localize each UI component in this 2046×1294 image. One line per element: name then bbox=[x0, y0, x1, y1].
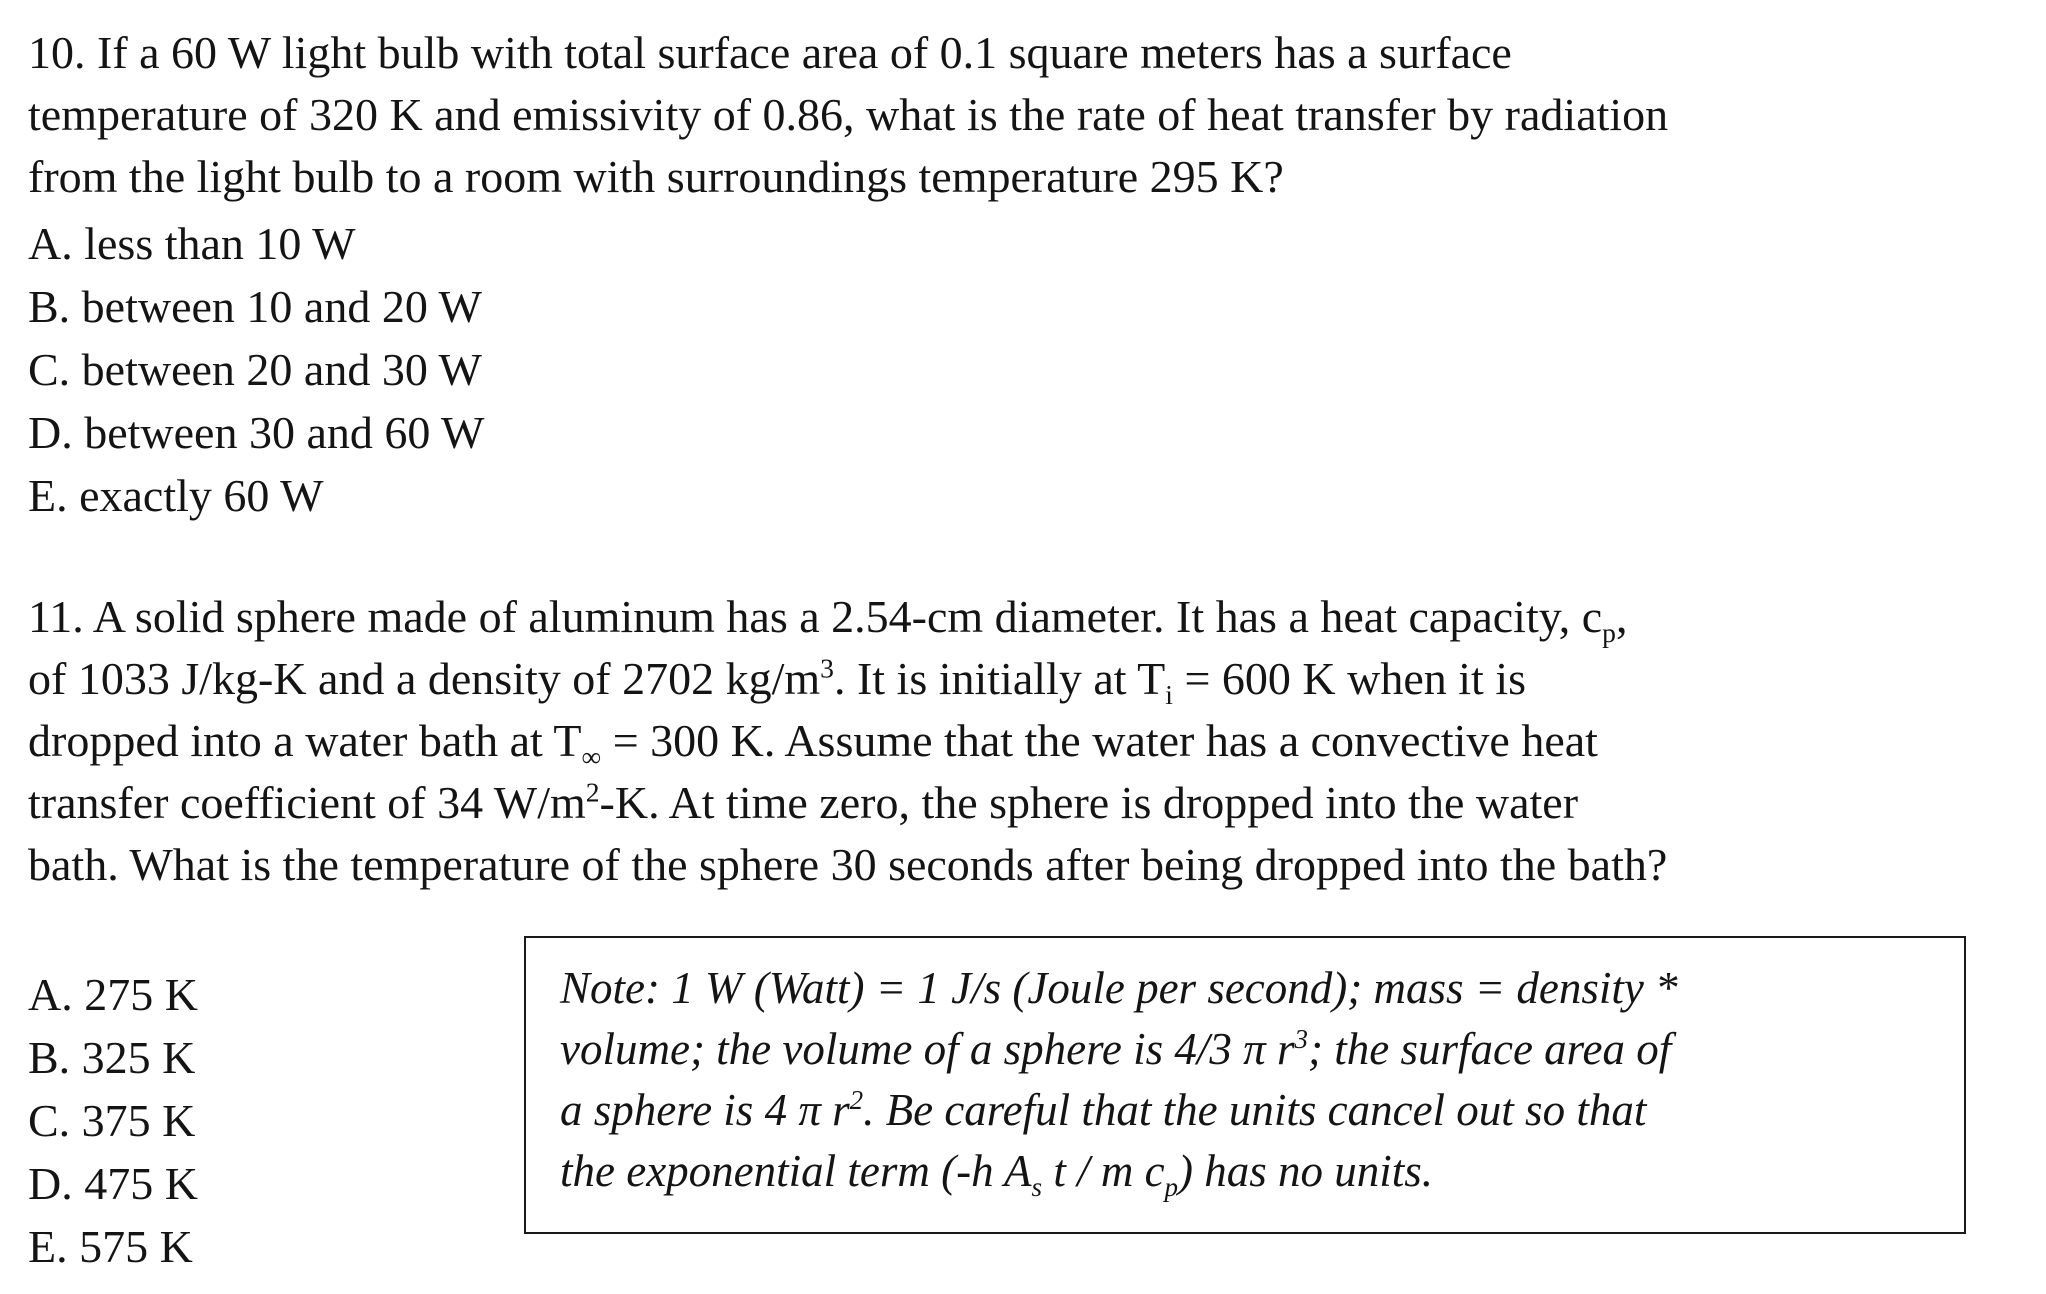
q11-l2-b: . It is initially at T bbox=[833, 653, 1166, 704]
note-l4-sub2: p bbox=[1164, 1172, 1179, 1202]
question-10-choices bbox=[28, 212, 484, 527]
question-11-stem bbox=[28, 586, 2018, 896]
note-l4-c: ) has no units. bbox=[1178, 1146, 1434, 1196]
q11-l2-c: = 600 K when it is bbox=[1172, 653, 1526, 704]
note-l4-sub1: s bbox=[1031, 1172, 1043, 1202]
question-11-choice-b: B. 325 K bbox=[28, 1032, 196, 1083]
question-11-choice-d: D. 475 K bbox=[28, 1158, 198, 1209]
question-11-line-5: bath. What is the temperature of the sphere 30 seconds after being dropped into the bath? bbox=[28, 839, 1668, 890]
q11-l3-a: dropped into a water bath at T bbox=[28, 715, 582, 766]
question-11-choices bbox=[28, 963, 198, 1278]
q11-l3-sub: ∞ bbox=[581, 741, 602, 773]
q11-l1-sub: p bbox=[1602, 617, 1616, 649]
note-l2-sup: 3 bbox=[1294, 1024, 1308, 1054]
note-l3-a: a sphere is 4 π r bbox=[560, 1085, 850, 1135]
q11-l2-a: of 1033 J/kg-K and a density of 2702 kg/m bbox=[28, 653, 821, 704]
question-10-choice-c: C. between 20 and 30 W bbox=[28, 344, 482, 395]
question-11-line-2 bbox=[28, 648, 2018, 710]
note-l4-a: the exponential term (-h A bbox=[560, 1146, 1032, 1196]
question-10-stem bbox=[28, 22, 2018, 208]
question-11-choice-e: E. 575 K bbox=[28, 1221, 193, 1272]
question-10-choice-b: B. between 10 and 20 W bbox=[28, 281, 482, 332]
note-l2-a: volume; the volume of a sphere is 4/3 π r bbox=[560, 1024, 1295, 1074]
question-11-line-1 bbox=[28, 586, 2018, 648]
q11-l4-b: -K. At time zero, the sphere is dropped into the water bbox=[599, 777, 1579, 828]
note-line-1: Note: 1 W (Watt) = 1 J/s (Joule per second); mass = density * bbox=[560, 963, 1678, 1013]
question-11-choice-a: A. 275 K bbox=[28, 969, 198, 1020]
question-11-line-3 bbox=[28, 710, 2018, 772]
note-line-4 bbox=[560, 1141, 1944, 1202]
question-10-choice-d: D. between 30 and 60 W bbox=[28, 407, 485, 458]
q11-l4-a: transfer coefficient of 34 W/m bbox=[28, 777, 586, 828]
q11-l2-sub: i bbox=[1165, 679, 1173, 711]
note-line-3 bbox=[560, 1080, 1944, 1141]
note-l4-b: t / m c bbox=[1042, 1146, 1165, 1196]
note-line-2 bbox=[560, 1019, 1944, 1080]
q11-l1-tail: , bbox=[1615, 591, 1628, 642]
q11-l3-b: = 300 K. Assume that the water has a convective heat bbox=[601, 715, 1598, 766]
question-11-choice-c: C. 375 K bbox=[28, 1095, 196, 1146]
question-10-line-2: temperature of 320 K and emissivity of 0.86, what is the rate of heat transfer by radiation bbox=[28, 89, 1669, 140]
question-10-line-3: from the light bulb to a room with surroundings temperature 295 K? bbox=[28, 151, 1284, 202]
question-10-choice-a: A. less than 10 W bbox=[28, 218, 356, 269]
q11-l2-sup: 3 bbox=[820, 652, 834, 684]
question-11-line-4 bbox=[28, 772, 2018, 834]
note-l3-b: . Be careful that the units cancel out so that bbox=[863, 1085, 1647, 1135]
note-box bbox=[524, 936, 1966, 1234]
note-l2-b: ; the surface area of bbox=[1307, 1024, 1672, 1074]
question-10-choice-e: E. exactly 60 W bbox=[28, 470, 324, 521]
note-l3-sup: 2 bbox=[849, 1085, 864, 1115]
q11-l4-sup: 2 bbox=[585, 776, 600, 808]
question-10-line-1: 10. If a 60 W light bulb with total surface area of 0.1 square meters has a surface bbox=[28, 27, 1512, 78]
q11-l1-text: 11. A solid sphere made of aluminum has a 2.54-cm diameter. It has a heat capacity, c bbox=[28, 591, 1603, 642]
